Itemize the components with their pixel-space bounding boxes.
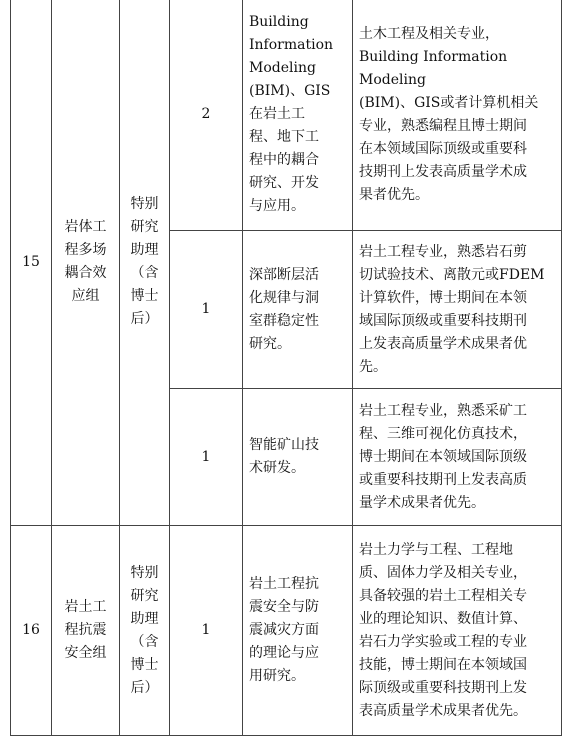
position-role: 特别 研究 助理 （含 博士 后）: [120, 526, 170, 736]
requirements: 土木工程及相关专业， Building Information Modeling (BIM)、GIS或者计算机相关 专业，熟悉编程且博士期间 在本领域国际顶级或重要科 技期刊上发表高质量学术成 果者优先。: [353, 0, 562, 231]
table-row: [11, 0, 562, 231]
position-role: 特别 研究 助理 （含 博士 后）: [120, 0, 170, 526]
group-name: 岩体工 程多场 耦合效 应组: [52, 0, 120, 526]
requirements: 岩土工程专业，熟悉岩石剪 切试验技术、离散元或FDEM 计算软件，博士期间在本领 域国际顶级或重要科技期刊 上发表高质量学术成果者优 先。: [353, 231, 562, 389]
headcount: 1: [170, 526, 243, 736]
research-direction: 岩土工程抗 震安全与防 震减灾方面 的理论与应 用研究。: [243, 526, 353, 736]
headcount: 1: [170, 389, 243, 526]
group-number: 15: [11, 0, 52, 526]
requirements: 岩土力学与工程、工程地 质、固体力学及相关专业， 具备较强的岩土工程相关专 业的理论知识、数值计算、 岩石力学实验或工程的专业 技能，博士期间在本领域国 际顶级或重要科技期刊上发 表高质量学术成果者优先。: [353, 526, 562, 736]
research-direction: 智能矿山技 术研发。: [243, 389, 353, 526]
requirements: 岩土工程专业，熟悉采矿工 程、三维可视化仿真技术， 博士期间在本领域国际顶级 或重要科技期刊上发表高质 量学术成果者优先。: [353, 389, 562, 526]
table-row: [11, 526, 562, 736]
research-direction: 深部断层活 化规律与洞 室群稳定性 研究。: [243, 231, 353, 389]
headcount: 2: [170, 0, 243, 231]
positions-table: [10, 0, 562, 736]
research-direction: Building Information Modeling (BIM)、GIS 在岩土工 程、地下工 程中的耦合 研究、开发 与应用。: [243, 0, 353, 231]
group-number: 16: [11, 526, 52, 736]
headcount: 1: [170, 231, 243, 389]
group-name: 岩土工 程抗震 安全组: [52, 526, 120, 736]
